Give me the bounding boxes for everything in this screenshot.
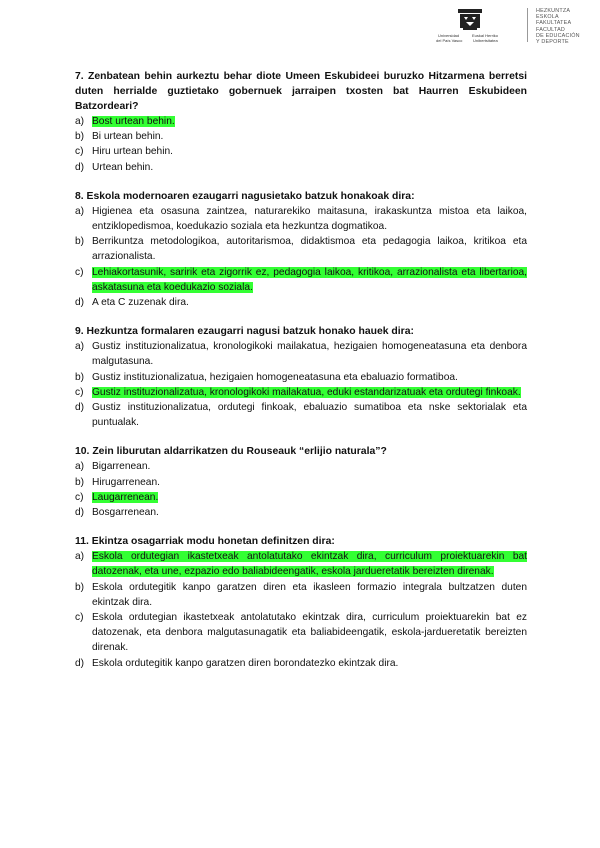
page-header (0, 6, 600, 46)
option-b (75, 580, 527, 610)
options-list (75, 114, 527, 175)
option-d (75, 656, 527, 671)
header-divider (527, 8, 528, 42)
option-label: c) (75, 612, 84, 624)
option-text: Laugarrenean. (92, 491, 159, 503)
option-label: a) (75, 116, 85, 127)
option-text: Bi urtean behin. (92, 131, 164, 143)
question-11 (75, 534, 527, 671)
options-list (75, 549, 527, 671)
faculty-line: Y DEPORTE (536, 39, 569, 46)
logo-right-line-1: Euskal Herriko (472, 33, 499, 38)
options-list (75, 204, 527, 310)
option-d (75, 505, 527, 520)
faculty-name (536, 8, 580, 45)
option-d (75, 295, 527, 310)
option-label: b) (75, 371, 85, 383)
faculty-line: ESKOLA (536, 14, 559, 21)
option-text: Berrikuntza metodologikoa, autoritarismoa, didaktismoa eta pedagogia laikoa, kritikoa eta arrazionalista. (92, 236, 527, 263)
option-d (75, 400, 527, 430)
option-text: Bosgarrenean. (92, 507, 159, 519)
option-label: c) (75, 266, 84, 278)
faculty-line: DE EDUCACIÓN (536, 32, 580, 39)
question-9 (75, 324, 527, 430)
option-text: Bigarrenean. (92, 461, 151, 473)
option-a (75, 459, 527, 474)
question-title: 9. Hezkuntza formalaren ezaugarri nagusi batzuk honako hauek dira: (75, 326, 414, 338)
option-text: Lehiakortasunik, saririk eta zigorrik ez, pedagogia laikoa, kritikoa, arrazionalista eta libertarioa, askatasuna eta koedukazio soziala. (92, 266, 527, 293)
option-c (75, 385, 527, 400)
option-text: Eskola ordutegitik kanpo garatzen diren eta ikasleen formazio integrala bultzatzen duten ekintzak dira. (92, 581, 527, 608)
option-text: Eskola ordutegitik kanpo garatzen diren borondatezko ekintzak dira. (92, 657, 399, 669)
option-label: a) (75, 205, 85, 217)
option-text: Urtean behin. (92, 161, 154, 173)
faculty-line: FACULTAD (536, 26, 565, 33)
option-text: Gustiz instituzionalizatua, kronologikoki mailakatua, eduki estandarizatuak eta ordutegi finkoak. (92, 386, 521, 398)
option-a (75, 339, 527, 369)
question-8 (75, 189, 527, 310)
option-text: A eta C zuzenak dira. (92, 297, 189, 309)
option-text: Gustiz instituzionalizatua, kronologikoki mailakatua, hezigaien homogeneatasuna eta denbora malgutasuna. (92, 341, 527, 368)
option-text: Eskola ordutegian ikastetxeak antolatutako ekintzak dira, curriculum proiektuarekin bat datozenak, eta une, ezpazio edo baliabideengatik, eskola jardueretatik bereizten direnak. (92, 551, 527, 578)
option-a (75, 549, 527, 579)
logo-right-line-2: Unibertsitatea (473, 38, 498, 43)
question-7 (75, 69, 527, 175)
faculty-line: FAKULTATEA (536, 20, 572, 27)
option-b (75, 475, 527, 490)
option-c (75, 490, 527, 505)
options-list (75, 459, 527, 520)
option-text: Hiru urtean behin. (92, 146, 173, 158)
option-label: a) (75, 551, 85, 563)
option-text: Gustiz instituzionalizatua, ordutegi finkoak, ebaluazio sumatiboa eta nske sektorialak eta puntualak. (92, 402, 527, 429)
question-list (75, 69, 527, 685)
option-text: Gustiz instituzionalizatua, hezigaien homogeneatasuna eta ebaluazio formatiboa. (92, 371, 458, 383)
question-10 (75, 444, 527, 520)
university-logo-icon (457, 8, 483, 32)
option-label: b) (75, 581, 85, 593)
option-text: Eskola ordutegian ikastetxeak antolatutako ekintzak dira, curriculum proiektuarekin bat ez datozenak, eta denbora malgutasunagatik eta baliabideengatik, eskola-jardueretatik bereizten direnak. (92, 612, 527, 654)
option-label: b) (75, 476, 85, 488)
question-title: 11. Ekintza osagarriak modu honetan definitzen dira: (75, 536, 335, 548)
option-label: d) (75, 297, 85, 309)
option-b (75, 234, 527, 264)
option-a (75, 114, 527, 129)
option-label: c) (75, 146, 84, 158)
option-label: d) (75, 507, 85, 519)
option-label: c) (75, 491, 84, 503)
option-text: Hirugarrenean. (92, 476, 160, 488)
option-d (75, 160, 527, 175)
option-label: d) (75, 657, 85, 669)
option-label: b) (75, 236, 85, 248)
option-label: d) (75, 161, 85, 173)
logo-left-line-2: del País Vasco (436, 38, 463, 43)
option-label: b) (75, 131, 85, 143)
option-b (75, 129, 527, 144)
question-title: 7. Zenbatean behin aurkeztu behar diote Umeen Eskubideei buruzko Hitzarmena berretsi duten herrialde guztietako gobernuek jarraipen txosten bat Haurren Eskubideen Batzordeari? (75, 71, 527, 112)
option-text: Bost urtean behin. (92, 116, 175, 127)
faculty-line: HEZKUNTZA (536, 8, 571, 14)
option-c (75, 265, 527, 295)
option-label: c) (75, 386, 84, 398)
option-c (75, 144, 527, 159)
question-title: 8. Eskola modernoaren ezaugarri nagusietako batzuk honakoak dira: (75, 190, 415, 202)
question-title: 10. Zein liburutan aldarrikatzen du Rouseauk “erlijio naturala”? (75, 446, 387, 458)
option-label: a) (75, 461, 85, 473)
option-b (75, 370, 527, 385)
option-c (75, 610, 527, 656)
option-text: Higienea eta osasuna zaintzea, naturarekiko maitasuna, irakaskuntza mistoa eta laikoa, entziklopedismoa, koedukazio soziala eta hezkuntza dogmatikoa. (92, 205, 527, 233)
options-list (75, 339, 527, 430)
logo-left-line-1: Universidad (438, 33, 460, 38)
option-a (75, 204, 527, 234)
option-label: d) (75, 402, 85, 414)
option-label: a) (75, 341, 85, 353)
